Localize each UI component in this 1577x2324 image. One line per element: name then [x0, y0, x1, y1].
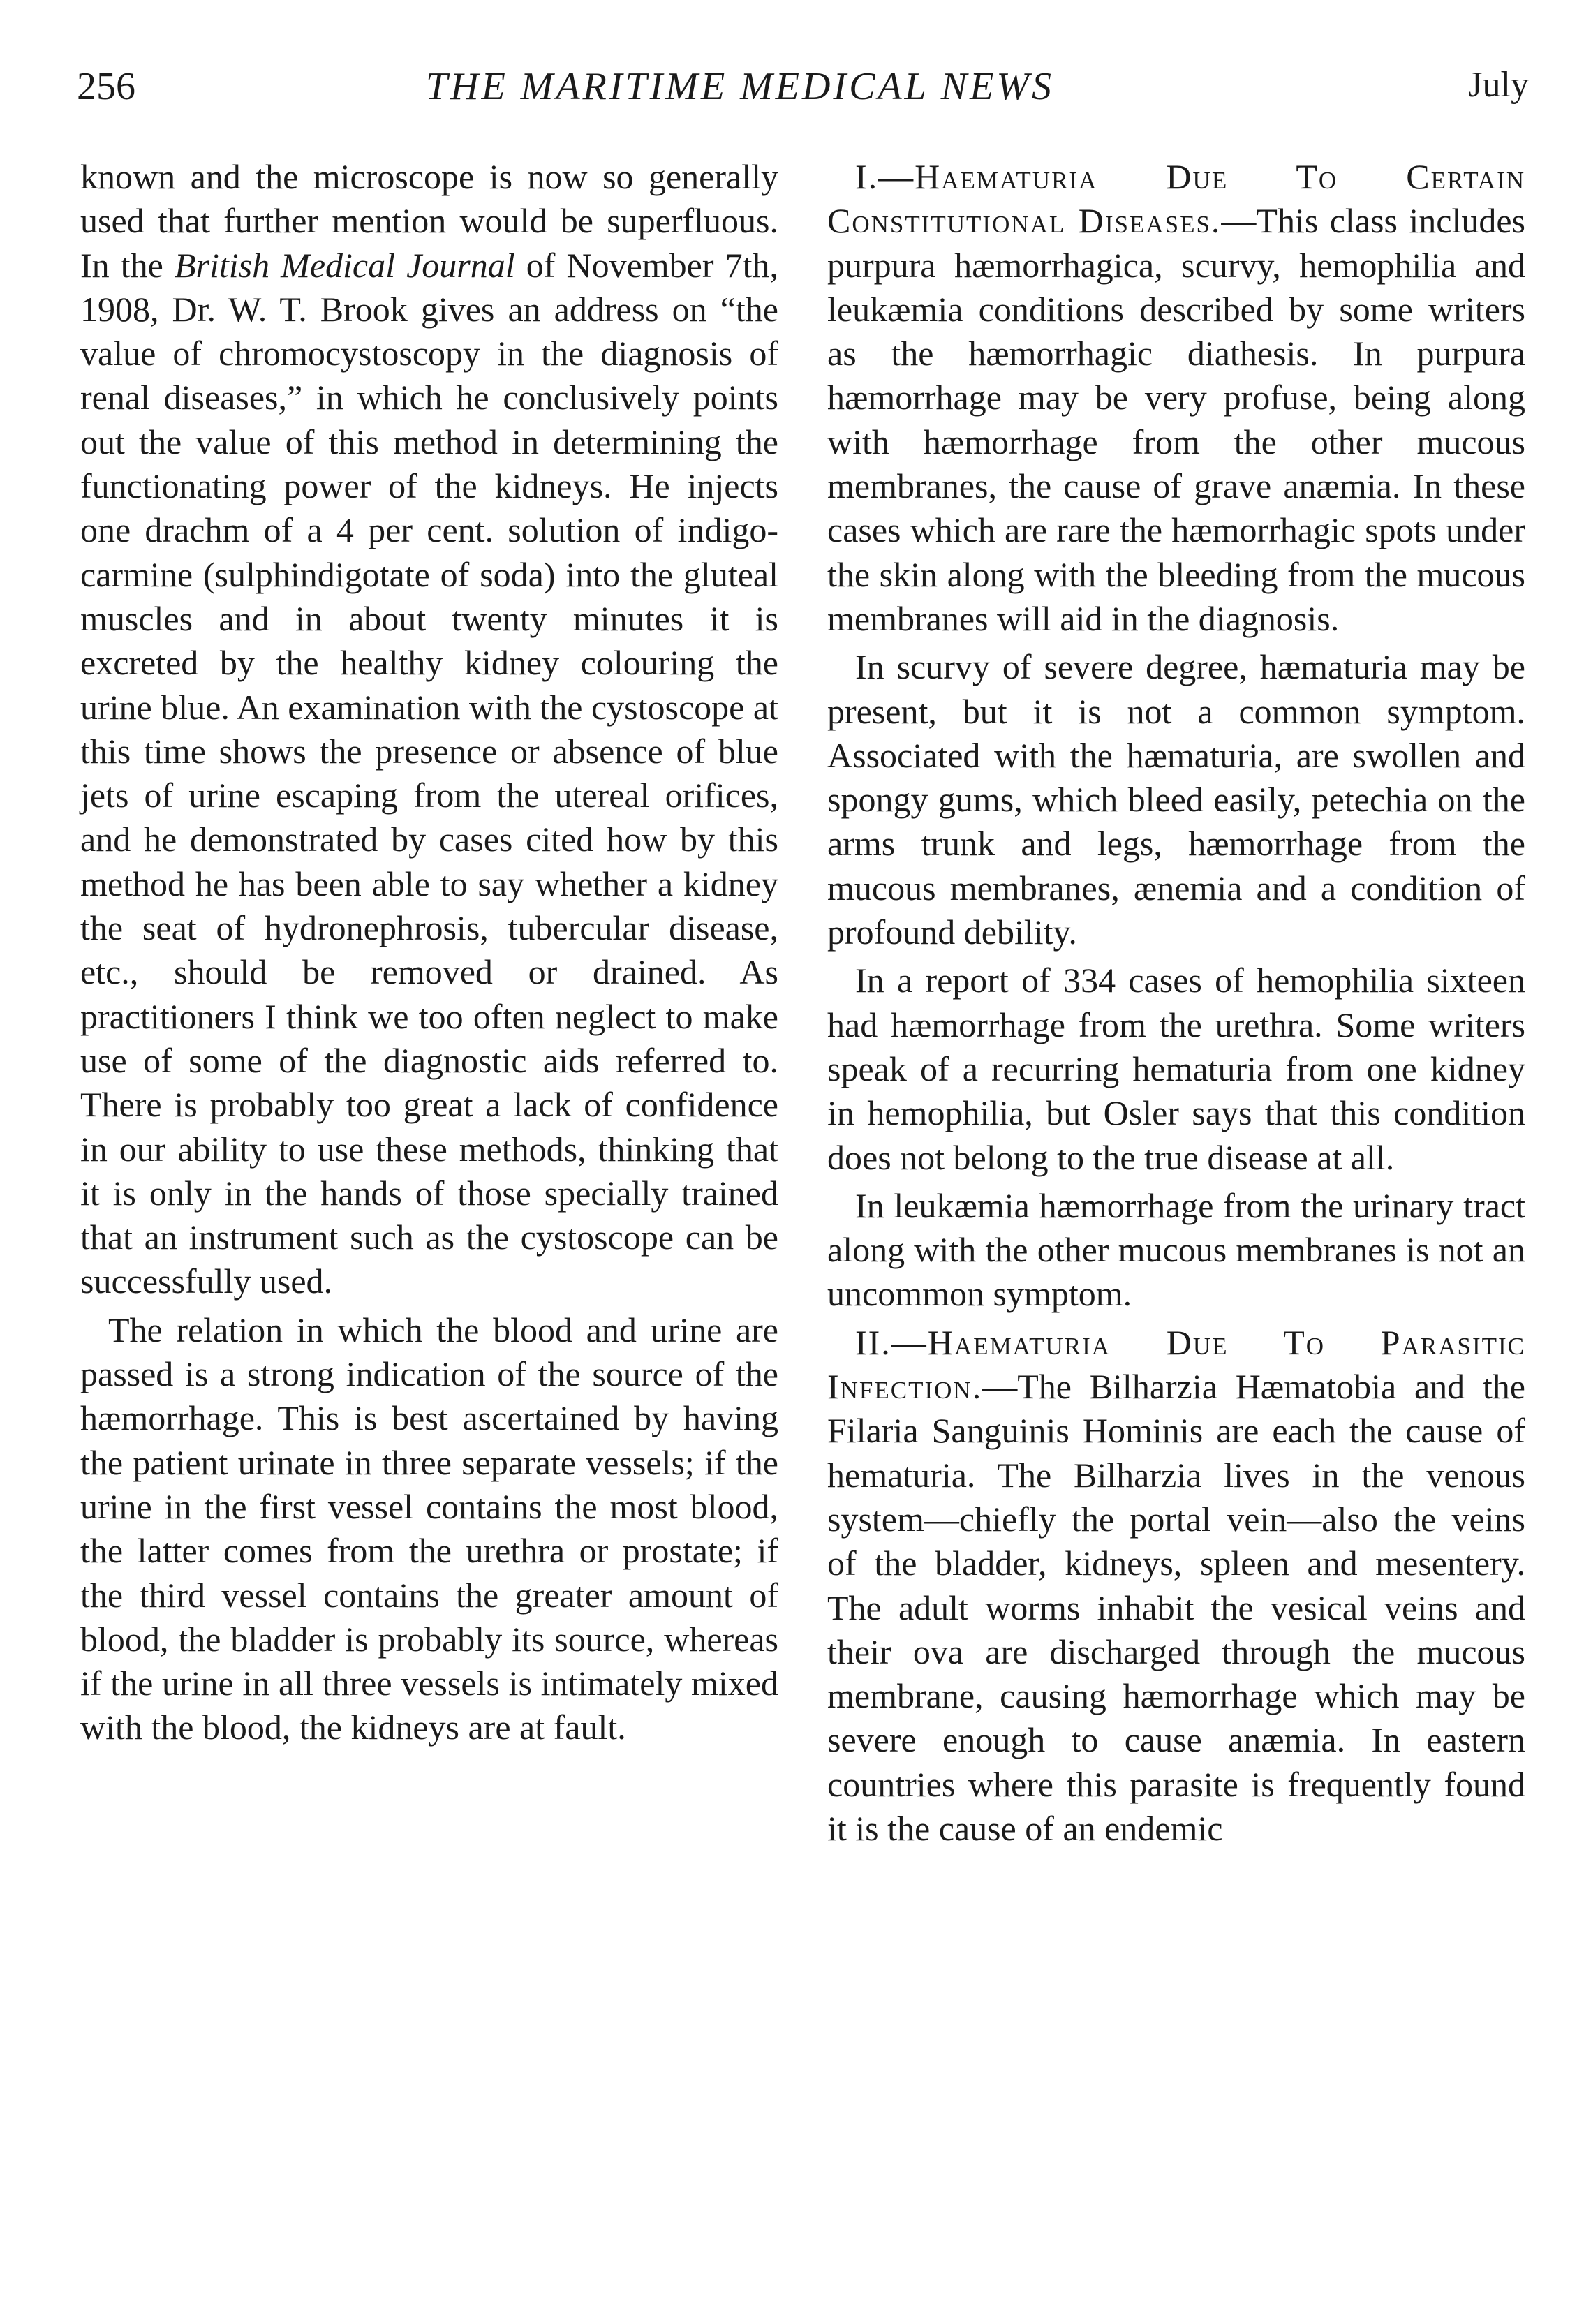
paragraph-text: known and the microscope is now so generally used that further mention would be superfluous. In the — [80, 157, 778, 285]
right-column — [827, 155, 1525, 1855]
paragraph-text: of November 7th, 1908, Dr. W. T. Brook gives an address on “the value of chromocystoscopy in the diagnosis of renal diseases,” in which he conclusively points out the value of this method in determining the functionating power of the kidneys. He injects one drachm of a 4 per cent. solution of indigo-carmine (sulphindigotate of soda) into the gluteal muscles and in about twenty minutes it is excreted by the healthy kidney colouring the urine blue. An examination with the cystoscope at this time shows the presence or absence of blue jets of urine escaping from the utereal orifices, and he demonstrated by cases cited how by this method he has been able to say whether a kidney the seat of hydronephrosis, tubercular disease, etc., should be removed or drained. As practitioners I think we too often neglect to make use of some of the diagnostic aids referred to. There is probably too great a lack of confidence in our ability to use these methods, thinking that it is only in the hands of those specially trained that an instrument such as the cystoscope can be successfully used. — [80, 245, 779, 1301]
page-header — [77, 64, 1529, 127]
paragraph-leukaemia: In leukæmia hæmorrhage from the urinary tract along with the other mucous membranes is not an uncommon symptom. — [827, 1185, 1525, 1314]
running-title: THE MARITIME MEDICAL NEWS — [426, 65, 1054, 108]
section-constitutional-diseases — [827, 155, 1525, 641]
section-text: —The Bilharzia Hæmatobia and the Filaria Sanguinis Hominis are each the cause of hematuria. The Bilharzia lives in the venous system—chiefly the portal vein—also the veins of the bladder, kidneys, spleen and mesentery. The adult worms inhabit the vesical veins and their ova are discharged through the mucous membrane, causing hæmorrhage which may be severe enough to cause anæmia. In eastern countries where this parasite is frequently found it is the cause of an endemic — [827, 1367, 1525, 1848]
paragraph-hemophilia: In a report of 334 cases of hemophilia sixteen had hæmorrhage from the urethra. Some writers speak of a recurring hematuria from one kidney in hemophilia, but Osler says that this condition does not belong to the true disease at all. — [827, 961, 1525, 1177]
section-text: —This class includes purpura hæmorrhagica, scurvy, hemophilia and leukæmia conditions described by some writers as the hæmorrhagic diathesis. In purpura hæmorrhage may be very profuse, being along with hæmorrhage from the other mucous membranes, the cause of grave anæmia. In these cases which are rare the hæmorrhagic spots under the skin along with the bleeding from the mucous membranes will aid in the diagnosis. — [827, 201, 1525, 638]
section-parasitic-infection — [827, 1321, 1525, 1851]
section-heading: I.—Haematuria Due To Certain Constitutional Diseases. — [827, 157, 1525, 241]
journal-title: British Medical Journal — [174, 245, 515, 285]
left-column — [80, 155, 778, 1754]
page-number: 256 — [77, 65, 135, 108]
paragraph-blood-urine-relation: The relation in which the blood and urine are passed is a strong indication of the source of the hæmorrhage. This is best ascertained by having the patient urinate in three separate vessels; if the urine in the first vessel contains the most blood, the latter comes from the urethra or prostate; if the third vessel contains the greater amount of blood, the bladder is probably its source, whereas if the urine in all three vessels is intimately mixed with the blood, the kidneys are at fault. — [80, 1310, 778, 1747]
section-heading: II.—Haematuria Due To Parasitic Infection. — [827, 1322, 1525, 1407]
paragraph-chromocystoscopy — [80, 155, 778, 1304]
issue-month: July — [1468, 65, 1529, 105]
paragraph-scurvy: In scurvy of severe degree, hæmaturia may be present, but it is not a common symptom. Associated with the hæmaturia, are swollen and spongy gums, which bleed easily, petechia on the arms trunk and legs, hæmorrhage from the mucous membranes, ænemia and a condition of profound debility. — [827, 647, 1525, 952]
